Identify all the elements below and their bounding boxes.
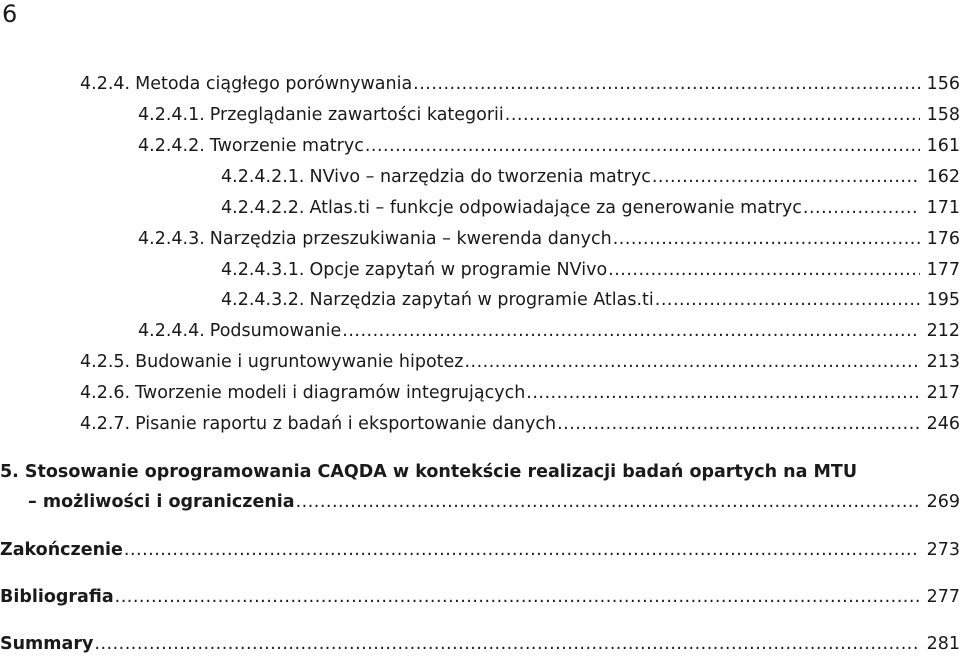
- toc-entry-page: 161: [926, 136, 960, 156]
- toc-entry-number: 4.2.4.1.: [138, 105, 205, 125]
- toc-entry-page: 273: [926, 540, 960, 560]
- toc-entry[interactable]: [221, 256, 960, 284]
- toc-entry-summary[interactable]: [0, 630, 960, 658]
- toc-entry-number: 4.2.5.: [80, 352, 131, 372]
- toc-entry[interactable]: [138, 317, 960, 345]
- toc-entry[interactable]: [80, 348, 960, 376]
- toc-entry-number: 4.2.4.3.: [138, 229, 205, 249]
- toc-entry-title: Tworzenie matryc: [209, 136, 364, 156]
- toc-entry[interactable]: [80, 70, 960, 98]
- dot-leader: [505, 101, 920, 129]
- toc-entry-page: 269: [926, 492, 960, 512]
- toc-entry[interactable]: [221, 194, 960, 222]
- toc-entry[interactable]: [138, 225, 960, 253]
- toc-entry-number: 4.2.4.2.1.: [221, 167, 305, 187]
- dot-leader: [464, 348, 920, 376]
- toc-entry-title: Opcje zapytań w programie NVivo: [309, 260, 608, 280]
- toc-entry-number: 4.2.4.3.1.: [221, 260, 305, 280]
- toc-entry-number: 4.2.6.: [80, 383, 131, 403]
- toc-entry-number: 4.2.4.2.2.: [221, 198, 305, 218]
- dot-leader: [413, 70, 920, 98]
- toc-entry-chapter-5[interactable]: [28, 488, 960, 516]
- toc-entry-number: 4.2.7.: [80, 414, 131, 434]
- toc-entry-page: 277: [926, 587, 960, 607]
- toc-entry-page: 281: [926, 634, 960, 654]
- toc-entry-page: 195: [926, 290, 960, 310]
- toc-entry-page: 176: [926, 229, 960, 249]
- toc-entry[interactable]: [138, 132, 960, 160]
- dot-leader: [803, 194, 920, 222]
- toc-entry-page: 156: [926, 74, 960, 94]
- toc-entry-title: Pisanie raportu z badań i eksportowanie danych: [135, 414, 557, 434]
- toc-entry-title: Tworzenie modeli i diagramów integrujących: [135, 383, 526, 403]
- dot-leader: [342, 317, 920, 345]
- toc-entry[interactable]: [221, 286, 960, 314]
- toc-entry-page: 212: [926, 321, 960, 341]
- toc-entry-page: 246: [926, 414, 960, 434]
- toc-entry-title: NVivo – narzędzia do tworzenia matryc: [309, 167, 651, 187]
- dot-leader: [655, 286, 920, 314]
- toc-entry-title: Przeglądanie zawartości kategorii: [209, 105, 504, 125]
- toc-entry-number: 4.2.4.3.2.: [221, 290, 305, 310]
- toc-entry-title: Budowanie i ugruntowywanie hipotez: [135, 352, 464, 372]
- toc-entry-number: 4.2.4.: [80, 74, 131, 94]
- toc-entry-number: 4.2.4.4.: [138, 321, 205, 341]
- toc-entry-title: Bibliografia: [0, 587, 114, 607]
- toc-entry-number: 4.2.4.2.: [138, 136, 205, 156]
- toc-entry[interactable]: [138, 101, 960, 129]
- dot-leader: [296, 488, 920, 516]
- dot-leader: [526, 379, 920, 407]
- dot-leader: [557, 410, 920, 438]
- dot-leader: [115, 583, 920, 611]
- page-number: 6: [2, 0, 18, 28]
- toc-entry-title: Zakończenie: [0, 540, 123, 560]
- toc-entry[interactable]: [80, 379, 960, 407]
- toc-entry-page: 177: [926, 260, 960, 280]
- toc-entry-bibliografia[interactable]: [0, 583, 960, 611]
- toc-entry-zakonczenie[interactable]: [0, 536, 960, 564]
- dot-leader: [608, 256, 920, 284]
- toc-entry-page: 162: [926, 167, 960, 187]
- toc-entry-title: Atlas.ti – funkcje odpowiadające za generowanie matryc: [309, 198, 802, 218]
- dot-leader: [613, 225, 920, 253]
- toc-entry-title: – możliwości i ograniczenia: [28, 492, 295, 512]
- dot-leader: [652, 163, 920, 191]
- toc-entry-title: Metoda ciągłego porównywania: [135, 74, 413, 94]
- toc-entry[interactable]: [80, 410, 960, 438]
- chapter-5-heading[interactable]: 5. Stosowanie oprogramowania CAQDA w kontekście realizacji badań opartych na MTU: [0, 462, 858, 482]
- toc-entry-page: 171: [926, 198, 960, 218]
- toc-entry-page: 213: [926, 352, 960, 372]
- dot-leader: [94, 630, 920, 658]
- toc-entry-page: 217: [926, 383, 960, 403]
- dot-leader: [365, 132, 920, 160]
- dot-leader: [124, 536, 920, 564]
- toc-entry[interactable]: [221, 163, 960, 191]
- toc-entry-title: Narzędzia przeszukiwania – kwerenda danych: [209, 229, 612, 249]
- toc-entry-title: Summary: [0, 634, 94, 654]
- toc-entry-page: 158: [926, 105, 960, 125]
- toc-entry-title: Narzędzia zapytań w programie Atlas.ti: [309, 290, 654, 310]
- toc-entry-title: Podsumowanie: [209, 321, 342, 341]
